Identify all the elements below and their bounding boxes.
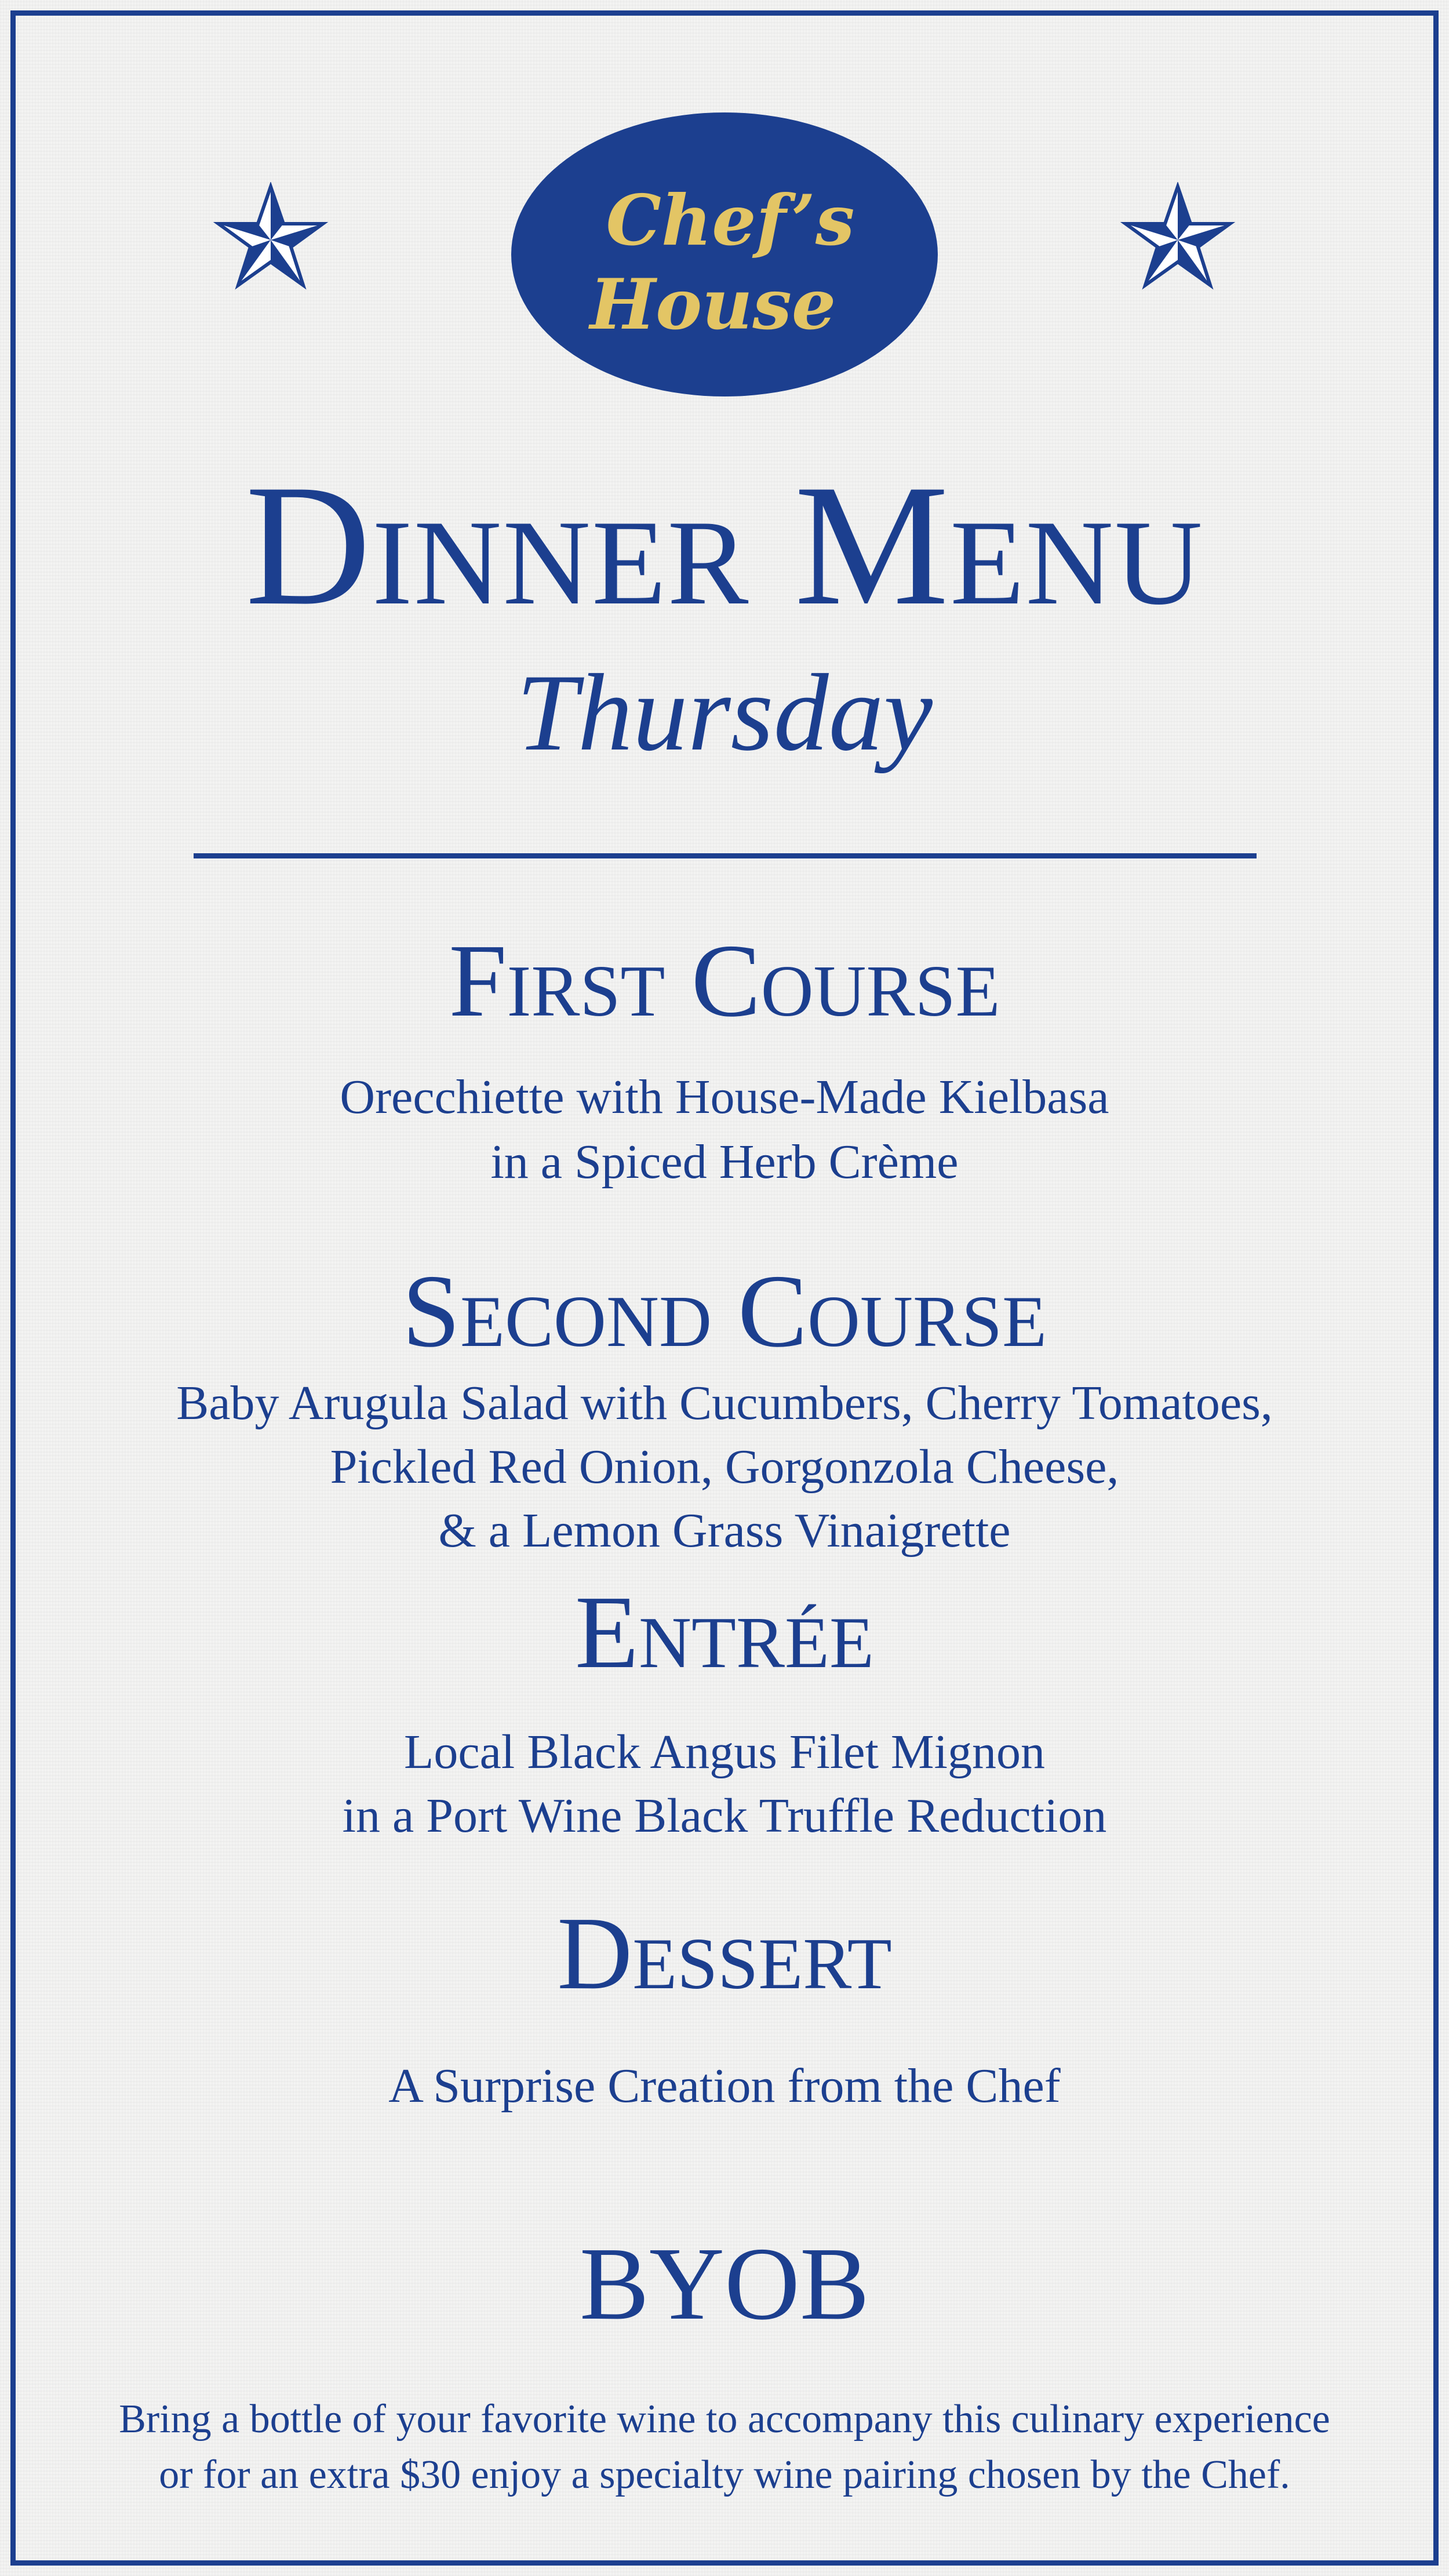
- second-course-line-1: Baby Arugula Salad with Cucumbers, Cherry Tomatoes,: [176, 1376, 1273, 1430]
- star-icon-left: [213, 182, 329, 298]
- second-course-line-2: Pickled Red Onion, Gorgonzola Cheese,: [330, 1440, 1119, 1494]
- logo-line2: House: [589, 264, 836, 345]
- byob-note-line-2: or for an extra $30 enjoy a specialty wine pairing chosen by the Chef.: [159, 2453, 1290, 2497]
- first-course-heading: First Course: [449, 923, 1000, 1038]
- chefs-house-logo: [510, 111, 939, 398]
- byob-note-line-1: Bring a bottle of your favorite wine to accompany this culinary experience: [119, 2397, 1330, 2442]
- first-course-line-1: Orecchiette with House-Made Kielbasa: [340, 1070, 1109, 1124]
- second-course-line-3: & a Lemon Grass Vinaigrette: [438, 1504, 1011, 1558]
- first-course-line-2: in a Spiced Herb Crème: [490, 1135, 959, 1189]
- entree-heading: Entrée: [575, 1574, 874, 1690]
- dessert-line-1: A Surprise Creation from the Chef: [388, 2059, 1061, 2113]
- star-icon-right: [1120, 182, 1236, 298]
- logo-line1: Chef’s: [606, 180, 855, 261]
- menu-day: Thursday: [516, 652, 933, 774]
- menu-title: Dinner Menu: [245, 449, 1204, 641]
- divider-rule: [194, 853, 1257, 858]
- dessert-heading: Dessert: [557, 1895, 892, 2011]
- entree-line-2: in a Port Wine Black Truffle Reduction: [342, 1789, 1107, 1843]
- second-course-heading: Second Course: [402, 1253, 1047, 1369]
- byob-heading: BYOB: [579, 2226, 870, 2341]
- entree-line-1: Local Black Angus Filet Mignon: [404, 1725, 1045, 1779]
